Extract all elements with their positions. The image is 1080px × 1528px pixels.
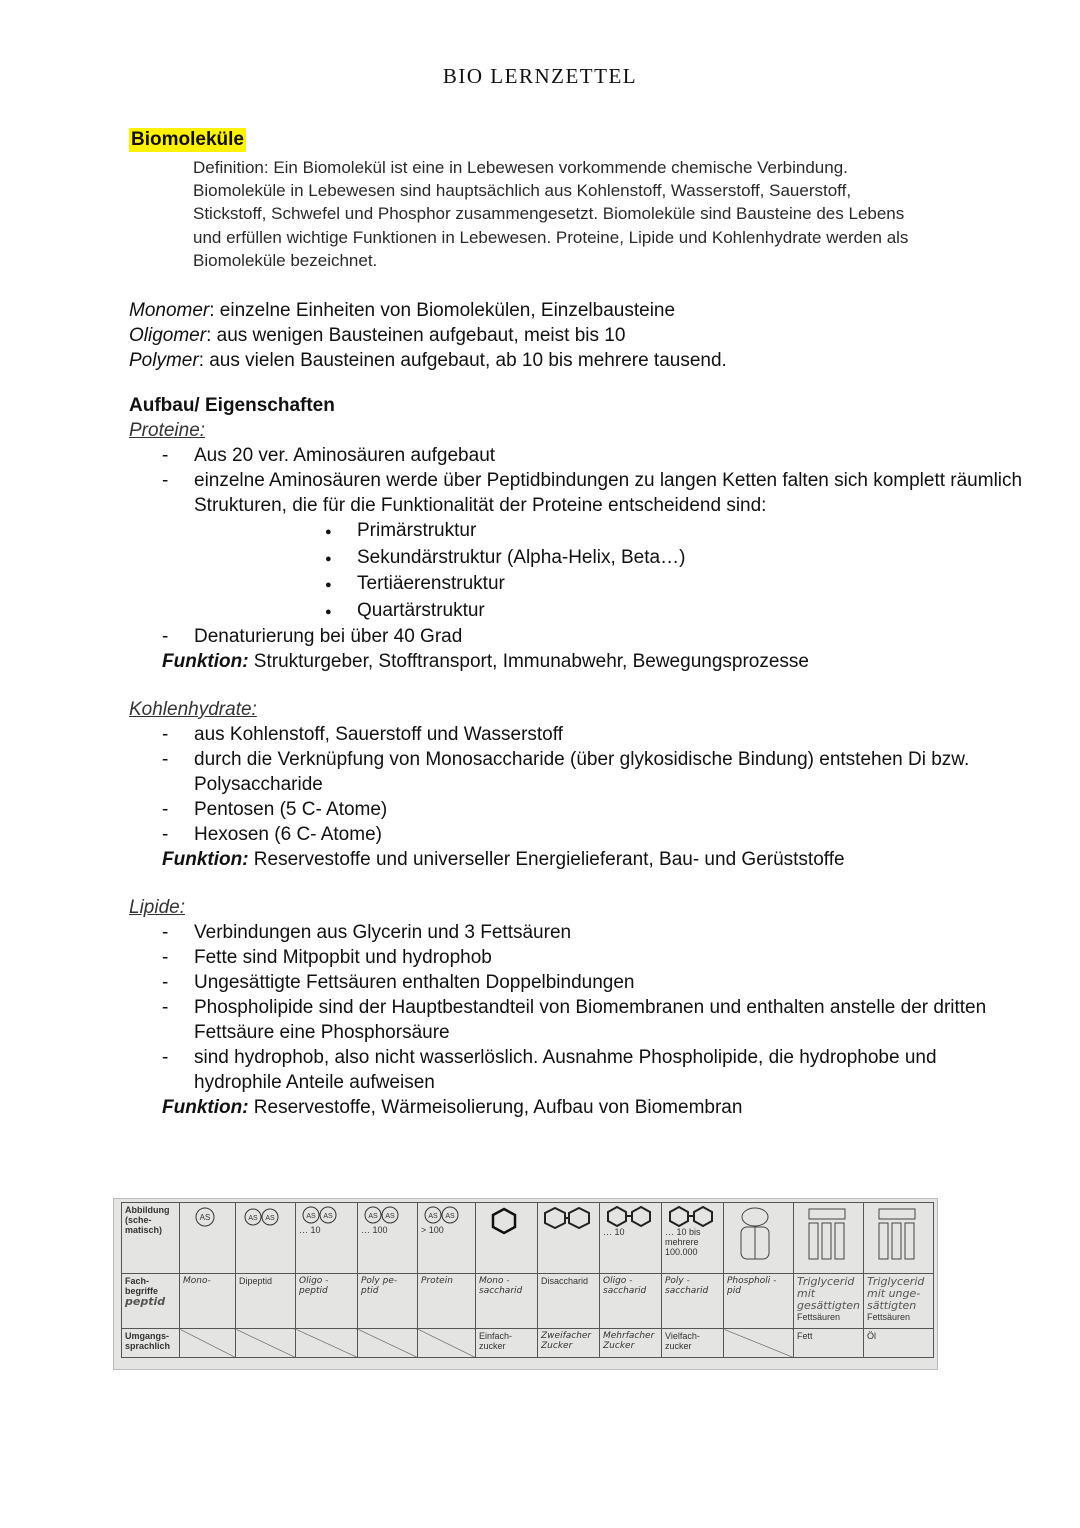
empty-cell	[358, 1329, 418, 1358]
figure-oligosaccharide	[600, 1203, 662, 1274]
term-cell: Disaccharid	[538, 1274, 600, 1329]
proteins-function: Funktion: Strukturgeber, Stofftransport, Immunabwehr, Bewegungsprozesse	[162, 651, 809, 673]
definition-text: Definition: Ein Biomolekül ist eine in Lebewesen vorkommende chemische Verbindung. Biomoleküle in Lebewesen sind hauptsächlich aus Kohlenstoff, Wasserstoff, Sauerstoff, Stickstoff, Schwefel und Phosphor zusammengesetzt. Biomoleküle sind Bausteine des Lebens und erfüllen wichtige Funktionen in Lebewesen. Proteine, Lipide und Kohlenhydrate werden als Biomoleküle bezeichnet.	[193, 158, 909, 270]
proteins-heading: Proteine:	[129, 420, 206, 442]
colloquial-cell: Zweifacher Zucker	[538, 1329, 600, 1358]
figure-monosaccharide	[476, 1203, 538, 1274]
list-item: ● Quartärstruktur	[325, 598, 1029, 625]
proteins-list-end	[129, 624, 1029, 649]
term-cell: Poly - saccharid	[662, 1274, 724, 1329]
figure-oligopeptide	[296, 1203, 358, 1274]
list-item: ● Sekundärstruktur (Alpha-Helix, Beta…)	[325, 545, 1029, 572]
amino-acid-pair-icon	[299, 1205, 345, 1225]
table-row	[122, 1203, 934, 1274]
term-monomer: Monomer: einzelne Einheiten von Biomolekülen, Einzelbausteine	[129, 300, 676, 322]
term-cell: Poly pe- ptid	[358, 1274, 418, 1329]
empty-cell	[296, 1329, 358, 1358]
count-label: … 10	[299, 1225, 321, 1235]
term-list	[129, 298, 1029, 373]
table-row	[122, 1274, 934, 1329]
list-item: - aus Kohlenstoff, Sauerstoff und Wasserstoff	[129, 722, 1029, 747]
term-cell: Mono-	[180, 1274, 236, 1329]
as-label: AS	[265, 1215, 275, 1222]
double-hexagon-icon	[603, 1205, 659, 1227]
phospholipid-sketch-icon	[727, 1205, 783, 1263]
term-cell: Protein	[418, 1274, 476, 1329]
lipids-heading: Lipide:	[129, 897, 185, 919]
term-cell: Mono - saccharid	[476, 1274, 538, 1329]
term-oligomer: Oligomer: aus wenigen Bausteinen aufgebaut, meist bis 10	[129, 325, 626, 347]
colloquial-cell: Mehrfacher Zucker	[600, 1329, 662, 1358]
count-label: … 10 bis mehrere 100.000	[665, 1227, 701, 1257]
carbohydrates-heading: Kohlenhydrate:	[129, 699, 257, 721]
figure-triglyceride-saturated	[794, 1203, 864, 1274]
count-label: … 10	[603, 1227, 625, 1237]
figure-monomer	[180, 1203, 236, 1274]
row-label-figure: Abbildung (sche-matisch)	[122, 1203, 180, 1274]
as-label: AS	[428, 1213, 438, 1220]
page-title: BIO LERNZETTEL	[442, 64, 638, 88]
figure-triglyceride-unsaturated	[864, 1203, 934, 1274]
triglyceride-sketch-icon	[867, 1205, 927, 1263]
as-label: AS	[323, 1213, 333, 1220]
lipids-function: Funktion: Reservestoffe, Wärmeisolierung, Aufbau von Biomembran	[162, 1097, 743, 1119]
amino-acid-pair-icon	[361, 1205, 407, 1225]
carbohydrates-function: Funktion: Reservestoffe und universeller Energielieferant, Bau- und Gerüststoffe	[162, 849, 845, 871]
list-item: - Verbindungen aus Glycerin und 3 Fettsäuren	[129, 920, 1029, 945]
as-label: AS	[368, 1213, 378, 1220]
term-cell: Dipeptid	[236, 1274, 296, 1329]
biomolecules-heading: Biomoleküle	[131, 129, 244, 150]
empty-cell	[724, 1329, 794, 1358]
colloquial-cell: Einfach-zucker	[476, 1329, 538, 1358]
table-row	[122, 1329, 934, 1358]
term-cell: Oligo - saccharid	[600, 1274, 662, 1329]
list-item: - durch die Verknüpfung von Monosaccharide (über glykosidische Bindung) entstehen Di bzw. Polysaccharide	[129, 747, 1029, 797]
row-label-terms: Fach-begriffe peptid	[122, 1274, 180, 1329]
list-item: - Ungesättigte Fettsäuren enthalten Doppelbindungen	[129, 970, 1029, 995]
list-item: ● Tertiäerenstruktur	[325, 571, 1029, 598]
as-label: AS	[248, 1215, 258, 1222]
term-cell: Oligo - peptid	[296, 1274, 358, 1329]
double-hexagon-icon	[541, 1205, 597, 1231]
count-label: … 100	[361, 1225, 388, 1235]
protein-structures-list	[129, 518, 1029, 624]
list-item: - sind hydrophob, also nicht wasserlöslich. Ausnahme Phospholipide, die hydrophobe und hydrophile Anteile aufweisen	[129, 1045, 1029, 1095]
carbohydrates-list	[129, 722, 1029, 847]
as-label: AS	[385, 1213, 395, 1220]
colloquial-cell: Vielfach-zucker	[662, 1329, 724, 1358]
list-item: - Denaturierung bei über 40 Grad	[129, 624, 1029, 649]
proteins-list	[129, 443, 1029, 518]
list-item: - Phospholipide sind der Hauptbestandteil von Biomembranen und enthalten anstelle der dritten Fettsäure eine Phosphorsäure	[129, 995, 1029, 1045]
count-label: > 100	[421, 1225, 444, 1235]
as-label: AS	[445, 1213, 455, 1220]
list-item: ● Primärstruktur	[325, 518, 1029, 545]
figure-phospholipid	[724, 1203, 794, 1274]
biomolecule-table-photo	[113, 1198, 938, 1370]
as-label: AS	[199, 1213, 211, 1222]
hexagon-ring-icon	[479, 1205, 529, 1235]
list-item: - Hexosen (6 C- Atome)	[129, 822, 1029, 847]
empty-cell	[236, 1329, 296, 1358]
list-item: - einzelne Aminosäuren werde über Peptidbindungen zu langen Ketten falten sich komplett räumlich Strukturen, die für die Funktionalität der Proteine entscheidend sind:	[129, 468, 1029, 518]
term-polymer: Polymer: aus vielen Bausteinen aufgebaut, ab 10 bis mehrere tausend.	[129, 350, 727, 372]
double-hexagon-icon	[665, 1205, 721, 1227]
term-cell: Phospholi - pid	[724, 1274, 794, 1329]
term-cell: Triglycerid mit unge- sättigten Fettsäuren	[864, 1274, 934, 1329]
figure-polypeptide	[358, 1203, 418, 1274]
handwritten-note: peptid	[125, 1295, 166, 1308]
triglyceride-sketch-icon	[797, 1205, 857, 1263]
empty-cell	[418, 1329, 476, 1358]
empty-cell	[180, 1329, 236, 1358]
amino-acid-pair-icon	[239, 1205, 285, 1229]
figure-polysaccharide	[662, 1203, 724, 1274]
term-cell: Triglycerid mit gesättigten Fettsäuren	[794, 1274, 864, 1329]
lipids-list	[129, 920, 1029, 1095]
biomolecule-table	[121, 1202, 934, 1358]
colloquial-cell: Öl	[864, 1329, 934, 1358]
amino-acid-circle-icon	[183, 1205, 223, 1229]
list-item: - Aus 20 ver. Aminosäuren aufgebaut	[129, 443, 1029, 468]
colloquial-cell: Fett	[794, 1329, 864, 1358]
amino-acid-pair-icon	[421, 1205, 467, 1225]
figure-protein	[418, 1203, 476, 1274]
list-item: - Fette sind Mitpopbit und hydrophob	[129, 945, 1029, 970]
structure-heading: Aufbau/ Eigenschaften	[129, 395, 335, 417]
figure-disaccharide	[538, 1203, 600, 1274]
document-body	[129, 128, 1029, 1120]
as-label: AS	[306, 1213, 316, 1220]
row-label-colloquial: Umgangs-sprachlich	[122, 1329, 180, 1358]
figure-dipeptide	[236, 1203, 296, 1274]
list-item: - Pentosen (5 C- Atome)	[129, 797, 1029, 822]
